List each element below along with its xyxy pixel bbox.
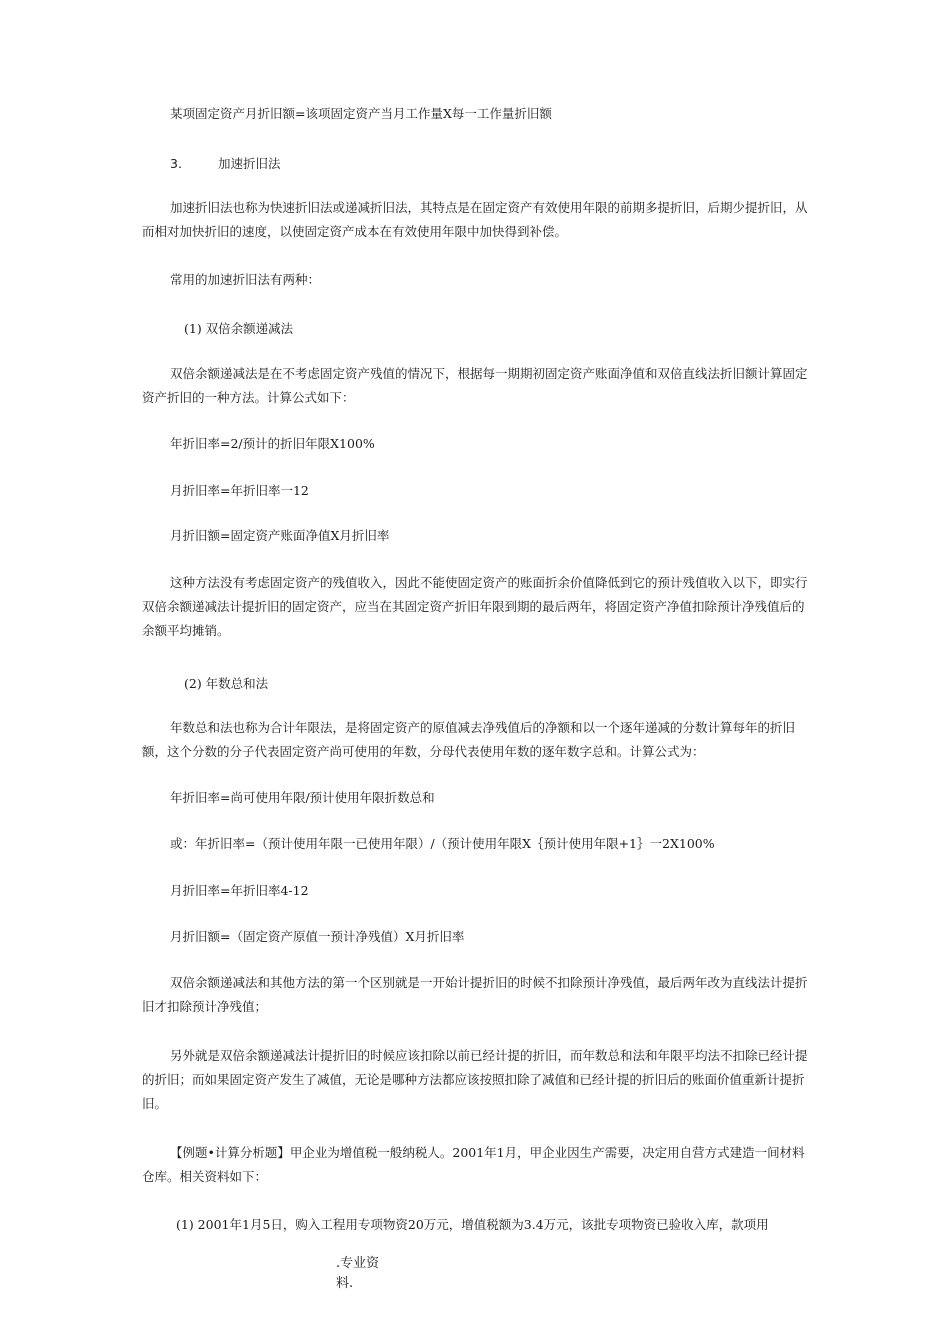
formula-annual-rate-syd: 年折旧率=尚可使用年限/预计使用年限折数总和 (170, 790, 435, 805)
paragraph-example-item-1: (1) 2001年1月5日，购入工程用专项物资20万元，增值税额为3.4万元，该批专项物资已验收入库，款项用 (176, 1217, 769, 1232)
subheading-sum-of-years: (2) 年数总和法 (184, 676, 269, 691)
footer-line-1: .专业资 (336, 1256, 380, 1271)
page-footer (336, 1254, 396, 1294)
paragraph-two-methods: 常用的加速折旧法有两种： (170, 272, 321, 287)
paragraph-difference-two: 另外就是双倍余额递减法计提折旧的时候应该扣除以前已经计提的折旧，而年数总和法和年限平均法不扣除已经计提的折旧；而如果固定资产发生了减值，无论是哪种方法都应该按照扣除了减值和已经计提的折旧后的账面价值重新计提折旧。 (142, 1048, 808, 1111)
section-heading-accelerated (170, 152, 838, 176)
section-title: 加速折旧法 (218, 156, 281, 171)
formula-workload-depreciation: 某项固定资产月折旧额=该项固定资产当月工作量X每一工作量折旧额 (170, 106, 552, 121)
section-number: 3. (170, 156, 182, 171)
paragraph-accelerated-intro: 加速折旧法也称为快速折旧法或递减折旧法，其特点是在固定资产有效使用年限的前期多提折旧，后期少提折旧，从而相对加快折旧的速度，以使固定资产成本在有效使用年限中加快得到补偿。 (142, 200, 808, 239)
footer-line-2: 料. (336, 1276, 354, 1291)
formula-monthly-amount-syd: 月折旧额=（固定资产原值一预计净残值）X月折旧率 (170, 929, 465, 944)
paragraph-example-intro: 【例题•计算分析题】甲企业为增值税一般纳税人。2001年1月，甲企业因生产需要，决定用自营方式建造一间材料仓库。相关资料如下： (142, 1145, 805, 1184)
paragraph-difference-one: 双倍余额递减法和其他方法的第一个区别就是一开始计提折旧的时候不扣除预计净残值，最后两年改为直线法计提折旧才扣除预计净残值； (142, 975, 808, 1014)
formula-monthly-rate-ddb: 月折旧率=年折旧率一12 (170, 483, 309, 498)
paragraph-sum-of-years: 年数总和法也称为合计年限法，是将固定资产的原值减去净残值后的净额和以一个逐年递减的分数计算每年的折旧额，这个分数的分子代表固定资产尚可使用的年数，分母代表使用年数的逐年数字总和。计算公式为： (142, 720, 796, 759)
formula-monthly-amount-ddb: 月折旧额=固定资产账面净值X月折旧率 (170, 528, 390, 543)
formula-annual-rate-syd-alt: 或：年折旧率=（预计使用年限一已使用年限）/（预计使用年限X｛预计使用年限+1｝一2X100% (170, 836, 715, 851)
paragraph-ddb-residual: 这种方法没有考虑固定资产的残值收入，因此不能使固定资产的账面折余价值降低到它的预计残值收入以下，即实行双倍余额递减法计提折旧的固定资产，应当在其固定资产折旧年限到期的最后两年，将固定资产净值扣除预计净残值后的余额平均摊销。 (142, 575, 808, 638)
formula-annual-rate-ddb: 年折旧率=2/预计的折旧年限X100% (170, 436, 375, 451)
formula-monthly-rate-syd: 月折旧率=年折旧率4-12 (170, 883, 309, 898)
paragraph-double-declining: 双倍余额递减法是在不考虑固定资产残值的情况下，根据每一期期初固定资产账面净值和双倍直线法折旧额计算固定资产折旧的一种方法。计算公式如下： (142, 366, 808, 405)
subheading-double-declining: (1) 双倍余额递减法 (184, 321, 294, 336)
